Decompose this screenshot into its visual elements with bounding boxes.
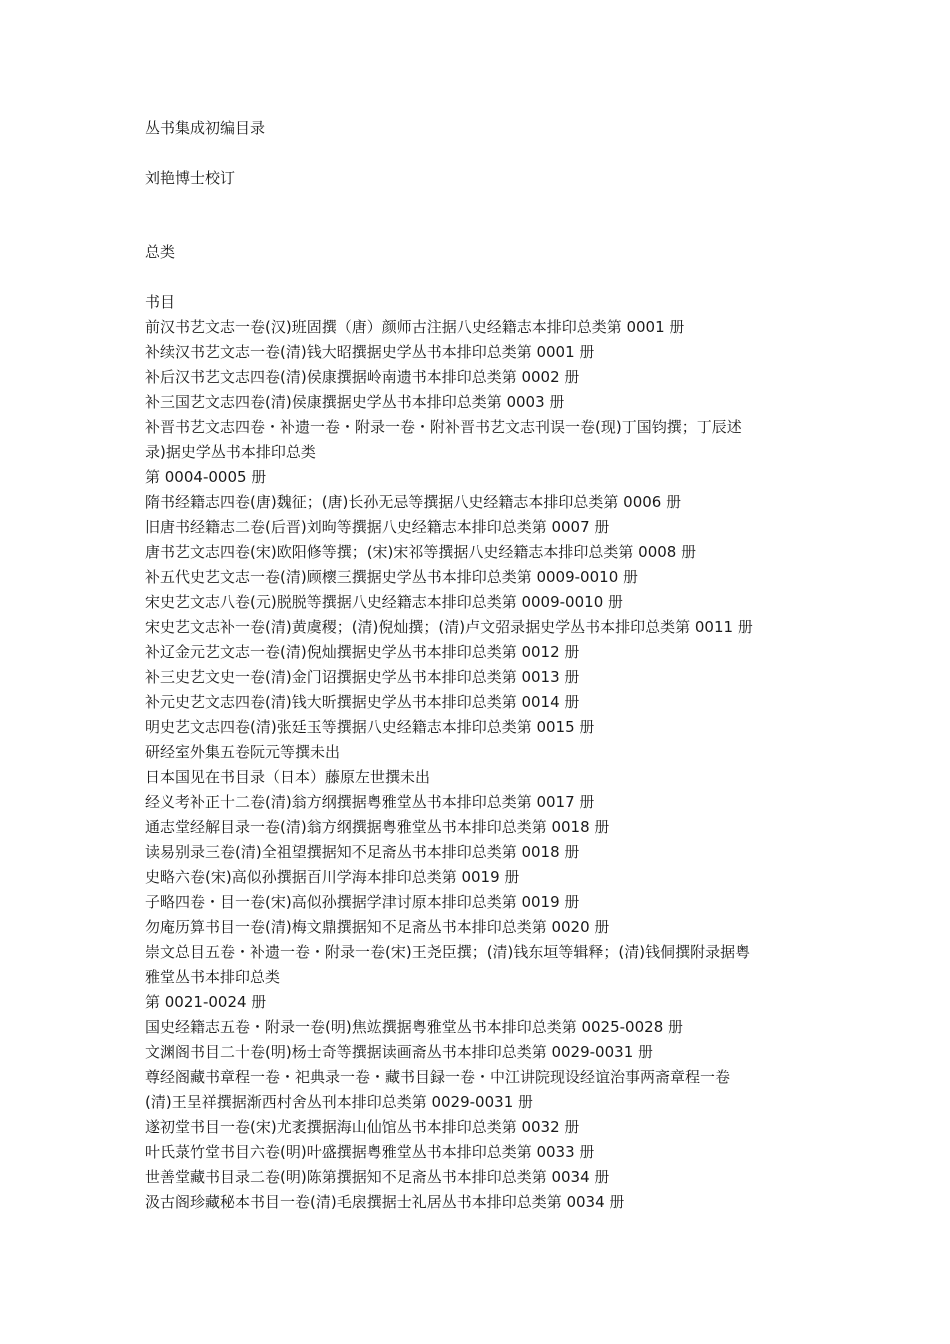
catalog-entry: 通志堂经解目录一卷(清)翁方纲撰据粤雅堂丛书本排印总类第 0018 册 [145, 818, 610, 836]
catalog-entry: 尊经阁藏书章程一卷・祀典录一卷・藏书目録一卷・中江讲院现设经谊治事两斋章程一卷 [145, 1068, 731, 1086]
section-heading: 总类 [145, 243, 176, 261]
catalog-entry: 研经室外集五卷阮元等撰未出 [145, 743, 341, 761]
document-subtitle: 刘艳博士校订 [145, 169, 236, 187]
catalog-entry: 世善堂藏书目录二卷(明)陈第撰据知不足斋丛书本排印总类第 0034 册 [145, 1168, 610, 1186]
catalog-entry-continuation: 录)据史学丛书本排印总类 [145, 443, 316, 461]
catalog-entry: 国史经籍志五卷・附录一卷(明)焦竑撰据粤雅堂丛书本排印总类第 0025-0028 册 [145, 1018, 684, 1036]
subsection-heading: 书目 [145, 293, 176, 311]
catalog-entry: 明史艺文志四卷(清)张廷玉等撰据八史经籍志本排印总类第 0015 册 [145, 718, 595, 736]
catalog-entry-continuation: 雅堂丛书本排印总类 [145, 968, 281, 986]
catalog-entry: 子略四卷・目一卷(宋)高似孙撰据学津讨原本排印总类第 0019 册 [145, 893, 580, 911]
catalog-entry: 遂初堂书目一卷(宋)尤袤撰据海山仙馆丛书本排印总类第 0032 册 [145, 1118, 580, 1136]
catalog-entry: 宋史艺文志补一卷(清)黄虞稷；(清)倪灿撰；(清)卢文弨录据史学丛书本排印总类第 0011 册 [145, 618, 753, 636]
catalog-entry: 补三国艺文志四卷(清)侯康撰据史学丛书本排印总类第 0003 册 [145, 393, 565, 411]
catalog-entry-continuation: (清)王呈祥撰据渐西村舍丛刊本排印总类第 0029-0031 册 [145, 1093, 534, 1111]
catalog-entry: 文渊阁书目二十卷(明)杨士奇等撰据读画斋丛书本排印总类第 0029-0031 册 [145, 1043, 654, 1061]
catalog-entry: 宋史艺文志八卷(元)脱脱等撰据八史经籍志本排印总类第 0009-0010 册 [145, 593, 624, 611]
catalog-entry: 汲古阁珍藏秘本书目一卷(清)毛扆撰据士礼居丛书本排印总类第 0034 册 [145, 1193, 625, 1211]
catalog-entry: 经义考补正十二卷(清)翁方纲撰据粤雅堂丛书本排印总类第 0017 册 [145, 793, 595, 811]
document-title: 丛书集成初编目录 [145, 119, 266, 137]
catalog-entry: 隋书经籍志四卷(唐)魏征；(唐)长孙无忌等撰据八史经籍志本排印总类第 0006 册 [145, 493, 682, 511]
catalog-entry: 前汉书艺文志一卷(汉)班固撰（唐）颜师古注据八史经籍志本排印总类第 0001 册 [145, 318, 685, 336]
catalog-entry: 补后汉书艺文志四卷(清)侯康撰据岭南遗书本排印总类第 0002 册 [145, 368, 580, 386]
catalog-entry: 补三史艺文史一卷(清)金门诏撰据史学丛书本排印总类第 0013 册 [145, 668, 580, 686]
catalog-entry: 史略六卷(宋)高似孙撰据百川学海本排印总类第 0019 册 [145, 868, 520, 886]
catalog-entry: 叶氏菉竹堂书目六卷(明)叶盛撰据粤雅堂丛书本排印总类第 0033 册 [145, 1143, 595, 1161]
catalog-entry: 崇文总目五卷・补遗一卷・附录一卷(宋)王尧臣撰；(清)钱东垣等辑释；(清)钱侗撰附录据粤 [145, 943, 751, 961]
catalog-entry: 补五代史艺文志一卷(清)顾櫰三撰据史学丛书本排印总类第 0009-0010 册 [145, 568, 639, 586]
catalog-entry: 读易别录三卷(清)全祖望撰据知不足斋丛书本排印总类第 0018 册 [145, 843, 580, 861]
catalog-entry-volume: 第 0004-0005 册 [145, 468, 267, 486]
catalog-entry: 日本国见在书目录（日本）藤原左世撰未出 [145, 768, 431, 786]
catalog-entry-volume: 第 0021-0024 册 [145, 993, 267, 1011]
catalog-entry: 勿庵历算书目一卷(清)梅文鼎撰据知不足斋丛书本排印总类第 0020 册 [145, 918, 610, 936]
catalog-entry: 唐书艺文志四卷(宋)欧阳修等撰；(宋)宋祁等撰据八史经籍志本排印总类第 0008 册 [145, 543, 697, 561]
catalog-entry: 补晋书艺文志四卷・补遗一卷・附录一卷・附补晋书艺文志刊误一卷(现)丁国钧撰；丁辰述 [145, 418, 742, 436]
catalog-entry: 补续汉书艺文志一卷(清)钱大昭撰据史学丛书本排印总类第 0001 册 [145, 343, 595, 361]
catalog-entry: 旧唐书经籍志二卷(后晋)刘昫等撰据八史经籍志本排印总类第 0007 册 [145, 518, 610, 536]
catalog-entry-list [145, 290, 815, 1215]
catalog-entry: 补元史艺文志四卷(清)钱大昕撰据史学丛书本排印总类第 0014 册 [145, 693, 580, 711]
catalog-entry: 补辽金元艺文志一卷(清)倪灿撰据史学丛书本排印总类第 0012 册 [145, 643, 580, 661]
